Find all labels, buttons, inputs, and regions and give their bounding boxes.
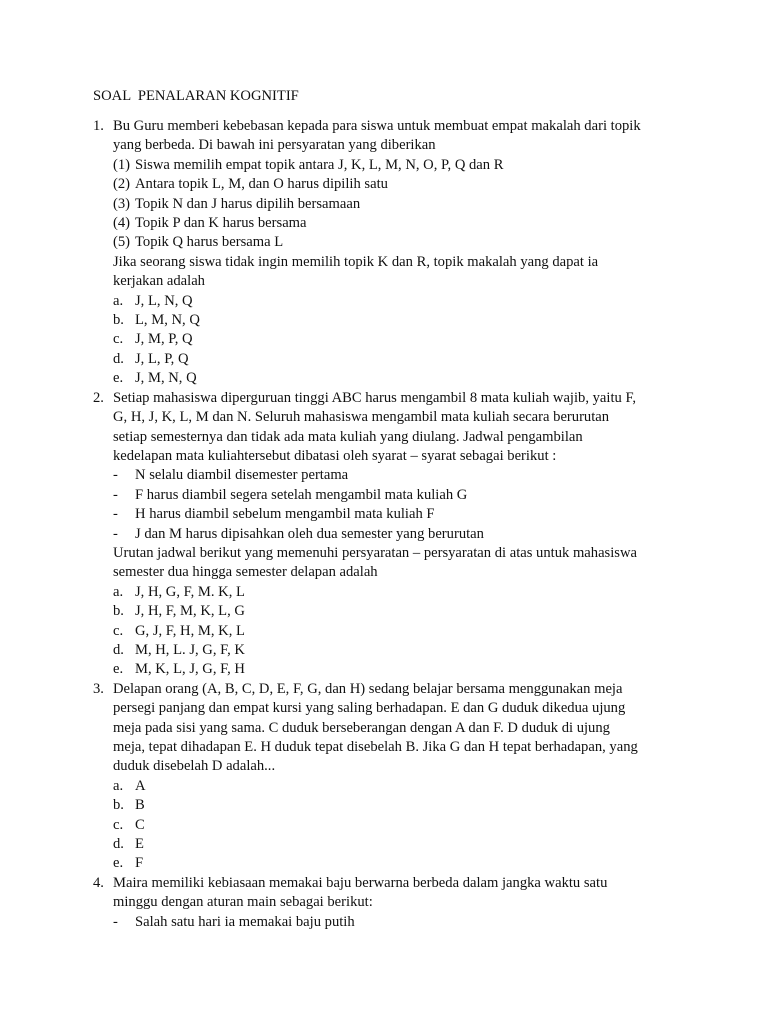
page-title: SOAL PENALARAN KOGNITIF — [93, 88, 299, 104]
option-letter: e. — [113, 661, 124, 678]
answer-option — [113, 835, 713, 854]
option-text: L, M, N, Q — [135, 312, 200, 329]
question-content — [113, 389, 713, 680]
answer-option — [113, 330, 713, 349]
option-text: C — [135, 816, 145, 833]
question-item — [93, 874, 713, 932]
condition-marker: - — [113, 506, 118, 523]
option-letter: c. — [113, 331, 124, 348]
question-prompt-line: semester dua hingga semester delapan adalah — [113, 564, 378, 581]
option-letter: a. — [113, 292, 124, 309]
question-content — [113, 874, 713, 932]
question-prompt-line: kerjakan adalah — [113, 273, 205, 290]
question-text-line: duduk disebelah D adalah... — [113, 758, 276, 775]
question-text-line: Setiap mahasiswa diperguruan tinggi ABC harus mengambil 8 mata kuliah wajib, yaitu F, — [113, 389, 637, 406]
question-text-line: kedelapan mata kuliahtersebut dibatasi oleh syarat – syarat sebagai berikut : — [113, 447, 557, 464]
condition-text: N selalu diambil disemester pertama — [135, 467, 349, 484]
option-text: B — [135, 797, 145, 814]
condition-marker: - — [113, 913, 118, 930]
condition-item — [113, 156, 713, 175]
condition-marker: (2) — [113, 176, 131, 193]
question-prompt-line: Urutan jadwal berikut yang memenuhi persyaratan – persyaratan di atas untuk mahasiswa — [113, 544, 637, 561]
question-text-line: setiap semesternya dan tidak ada mata kuliah yang diulang. Jadwal pengambilan — [113, 428, 583, 445]
condition-text: Topik N dan J harus dipilih bersamaan — [135, 195, 361, 212]
answer-option — [113, 777, 713, 796]
option-letter: c. — [113, 816, 124, 833]
question-text-line: Delapan orang (A, B, C, D, E, F, G, dan H) sedang belajar bersama menggunakan meja — [113, 680, 623, 697]
question-text-line: Bu Guru memberi kebebasan kepada para siswa untuk membuat empat makalah dari topik — [113, 118, 641, 134]
question-text-line: minggu dengan aturan main sebagai berikut: — [113, 894, 373, 911]
option-text: J, M, P, Q — [135, 331, 193, 348]
question-content — [113, 680, 713, 874]
option-letter: c. — [113, 622, 124, 639]
condition-marker: (3) — [113, 195, 131, 212]
option-text: J, H, F, M, K, L, G — [135, 603, 245, 620]
answer-option — [113, 311, 713, 330]
option-letter: d. — [113, 641, 124, 658]
answer-option — [113, 660, 713, 679]
condition-item — [113, 525, 713, 544]
condition-item — [113, 233, 713, 252]
question-content — [113, 117, 713, 389]
option-text: J, H, G, F, M. K, L — [135, 583, 245, 600]
condition-item — [113, 505, 713, 524]
option-letter: b. — [113, 797, 124, 814]
condition-marker: - — [113, 525, 118, 542]
question-number: 2. — [93, 389, 104, 406]
condition-marker: (4) — [113, 215, 131, 232]
option-text: M, K, L, J, G, F, H — [135, 661, 245, 678]
condition-text: Topik P dan K harus bersama — [135, 215, 307, 232]
option-text: G, J, F, H, M, K, L — [135, 622, 245, 639]
question-number: 1. — [93, 118, 104, 134]
answer-option — [113, 854, 713, 873]
option-text: E — [135, 836, 144, 853]
answer-option — [113, 292, 713, 311]
option-text: F — [135, 855, 144, 872]
answer-option — [113, 369, 713, 388]
condition-item — [113, 175, 713, 194]
option-letter: a. — [113, 777, 124, 794]
condition-marker: (5) — [113, 234, 131, 251]
condition-item — [113, 466, 713, 485]
question-text-line: meja pada sisi yang sama. C duduk berseberangan dengan A dan F. D duduk di ujung — [113, 719, 610, 736]
question-text-line: Maira memiliki kebiasaan memakai baju berwarna berbeda dalam jangka waktu satu — [113, 874, 608, 891]
question-number: 3. — [93, 680, 104, 697]
answer-option — [113, 796, 713, 815]
condition-text: Antara topik L, M, dan O harus dipilih satu — [135, 176, 388, 193]
option-letter: e. — [113, 370, 124, 387]
condition-marker: (1) — [113, 156, 131, 173]
condition-text: Siswa memilih empat topik antara J, K, L, M, N, O, P, Q dan R — [135, 156, 504, 173]
question-item — [93, 680, 713, 874]
question-text-line: meja, tepat dihadapan E. H duduk tepat disebelah B. Jika G dan H tepat berhadapan, yang — [113, 739, 638, 755]
question-item — [93, 117, 713, 389]
answer-option — [113, 602, 713, 621]
question-item — [93, 389, 713, 680]
option-letter: e. — [113, 855, 124, 872]
condition-text: H harus diambil sebelum mengambil mata kuliah F — [135, 506, 435, 523]
option-text: J, L, N, Q — [135, 292, 193, 309]
option-letter: b. — [113, 312, 124, 329]
option-text: A — [135, 777, 146, 794]
option-letter: b. — [113, 603, 124, 620]
answer-option — [113, 583, 713, 602]
question-list — [93, 117, 713, 932]
question-text-line: persegi panjang dan empat kursi yang saling berhadapan. E dan G duduk dikedua ujung — [113, 700, 626, 717]
condition-text: Topik Q harus bersama L — [135, 234, 284, 251]
option-text: J, M, N, Q — [135, 370, 197, 387]
condition-item — [113, 913, 713, 932]
condition-marker: - — [113, 467, 118, 484]
question-prompt-line: Jika seorang siswa tidak ingin memilih topik K dan R, topik makalah yang dapat ia — [113, 253, 599, 270]
question-text-line: yang berbeda. Di bawah ini persyaratan yang diberikan — [113, 137, 436, 154]
condition-text: J dan M harus dipisahkan oleh dua semester yang berurutan — [135, 525, 484, 542]
condition-item — [113, 195, 713, 214]
question-number: 4. — [93, 874, 104, 891]
condition-marker: - — [113, 486, 118, 503]
condition-item — [113, 486, 713, 505]
question-text-line: G, H, J, K, L, M dan N. Seluruh mahasiswa mengambil mata kuliah secara berurutan — [113, 409, 610, 426]
option-text: M, H, L. J, G, F, K — [135, 641, 245, 658]
option-letter: d. — [113, 350, 124, 367]
option-text: J, L, P, Q — [135, 350, 189, 367]
condition-item — [113, 214, 713, 233]
option-letter: a. — [113, 583, 124, 600]
option-letter: d. — [113, 836, 124, 853]
answer-option — [113, 350, 713, 369]
answer-option — [113, 641, 713, 660]
condition-text: Salah satu hari ia memakai baju putih — [135, 913, 355, 930]
condition-text: F harus diambil segera setelah mengambil mata kuliah G — [135, 486, 468, 503]
answer-option — [113, 816, 713, 835]
answer-option — [113, 622, 713, 641]
